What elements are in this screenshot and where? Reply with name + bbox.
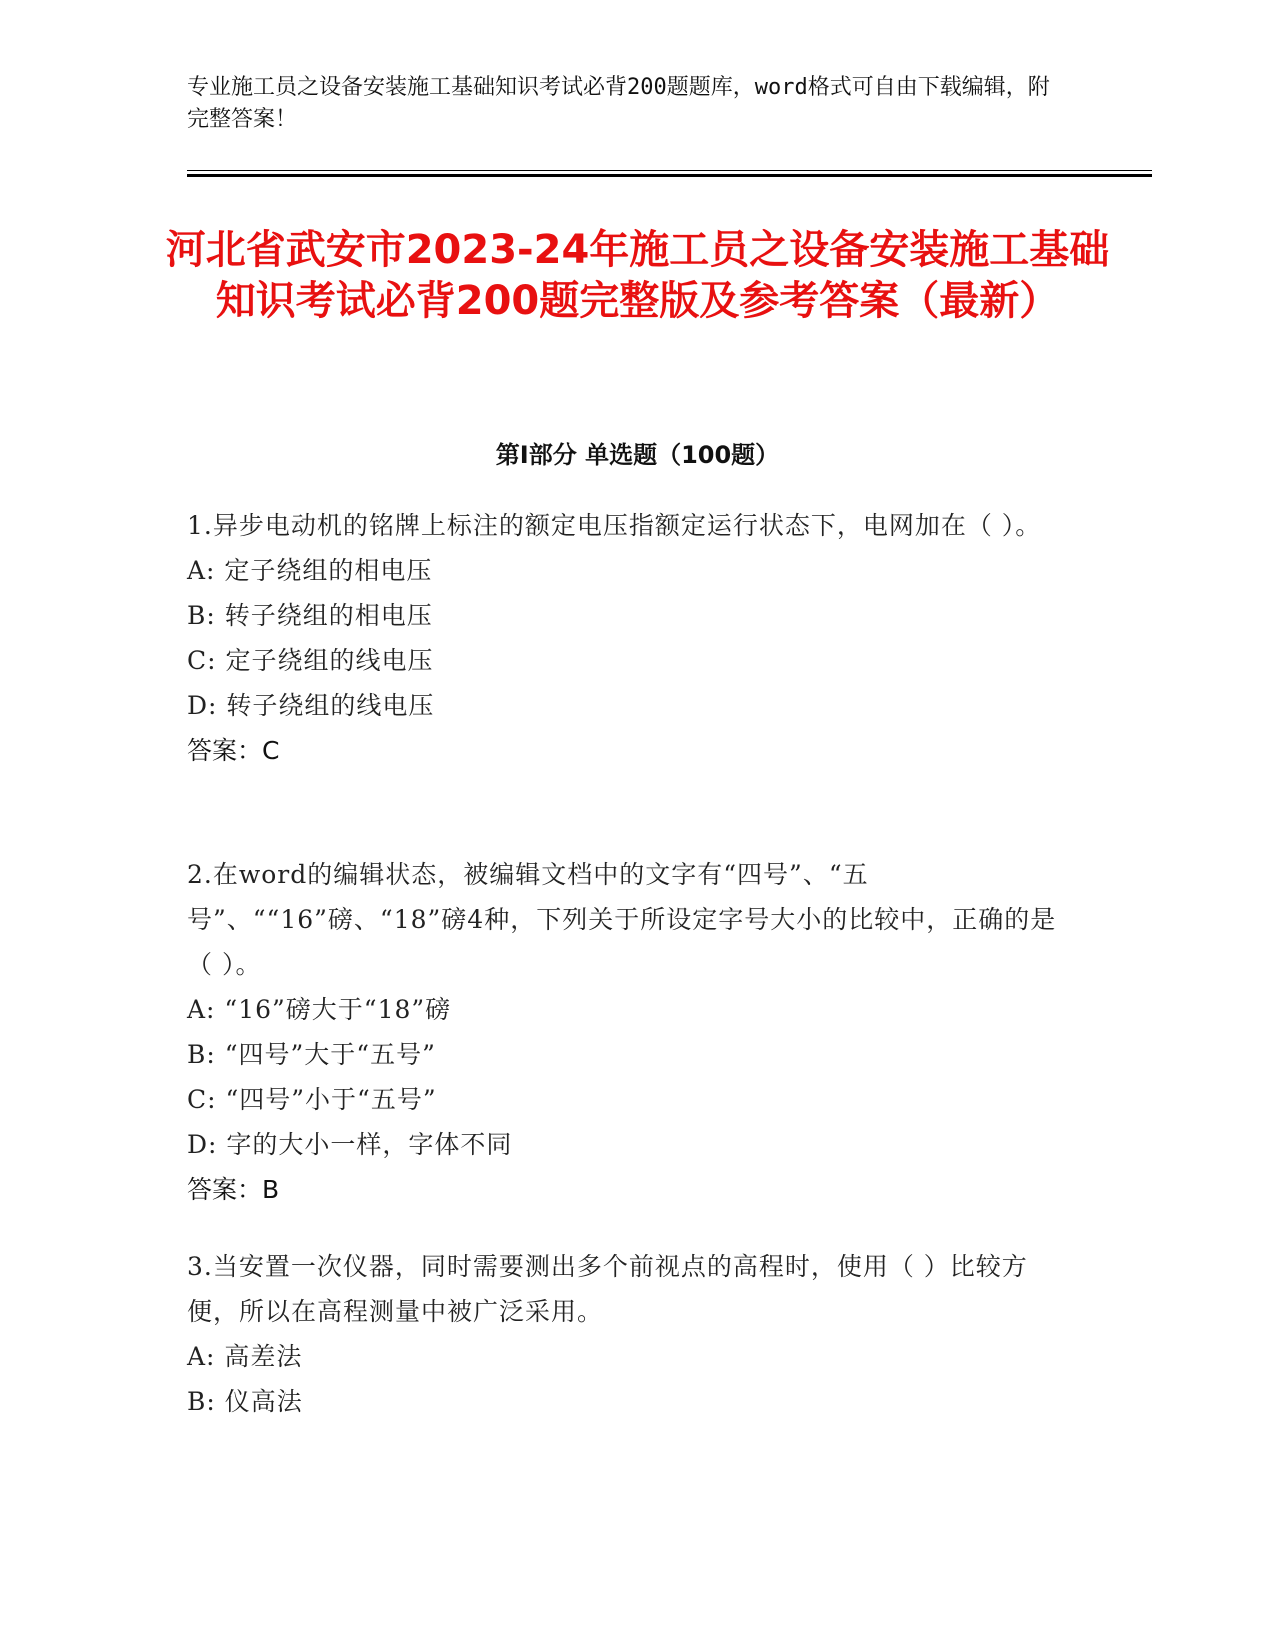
document-title: 河北省武安市2023-24年施工员之设备安装施工基础知识考试必背200题完整版及参考答案（最新） xyxy=(165,227,1110,324)
option-a: A: 高差法 xyxy=(187,1342,303,1371)
option-d: D: 字的大小一样，字体不同 xyxy=(187,1130,513,1159)
option-b: B: 转子绕组的相电压 xyxy=(187,601,433,630)
question-stem: 2.在word的编辑状态，被编辑文档中的文字有“四号”、“五号”、““16”磅、“18”磅4种，下列关于所设定字号大小的比较中，正确的是（ ）。 xyxy=(187,860,1057,979)
question-3 xyxy=(187,1244,1067,1424)
question-2 xyxy=(187,852,1067,1212)
option-a: A: 定子绕组的相电压 xyxy=(187,556,433,585)
option-d: D: 转子绕组的线电压 xyxy=(187,691,435,720)
section-heading: 第Ⅰ部分 单选题（100题） xyxy=(495,441,780,469)
header-divider-thin xyxy=(187,170,1152,171)
option-c: C: “四号”小于“五号” xyxy=(187,1085,437,1114)
option-b: B: “四号”大于“五号” xyxy=(187,1040,436,1069)
question-stem: 1.异步电动机的铭牌上标注的额定电压指额定运行状态下，电网加在（ ）。 xyxy=(187,511,1042,540)
header-divider-thick xyxy=(187,174,1152,177)
answer: 答案：C xyxy=(187,736,280,765)
question-stem: 3.当安置一次仪器，同时需要测出多个前视点的高程时，使用（ ）比较方便，所以在高程测量中被广泛采用。 xyxy=(187,1252,1028,1326)
answer: 答案：B xyxy=(187,1175,280,1204)
option-c: C: 定子绕组的线电压 xyxy=(187,646,434,675)
option-a: A: “16”磅大于“18”磅 xyxy=(187,995,452,1024)
question-1 xyxy=(187,503,1067,773)
header-note: 专业施工员之设备安装施工基础知识考试必背200题题库，word格式可自由下载编辑，附完整答案！ xyxy=(187,75,1050,132)
option-b: B: 仪高法 xyxy=(187,1387,303,1416)
